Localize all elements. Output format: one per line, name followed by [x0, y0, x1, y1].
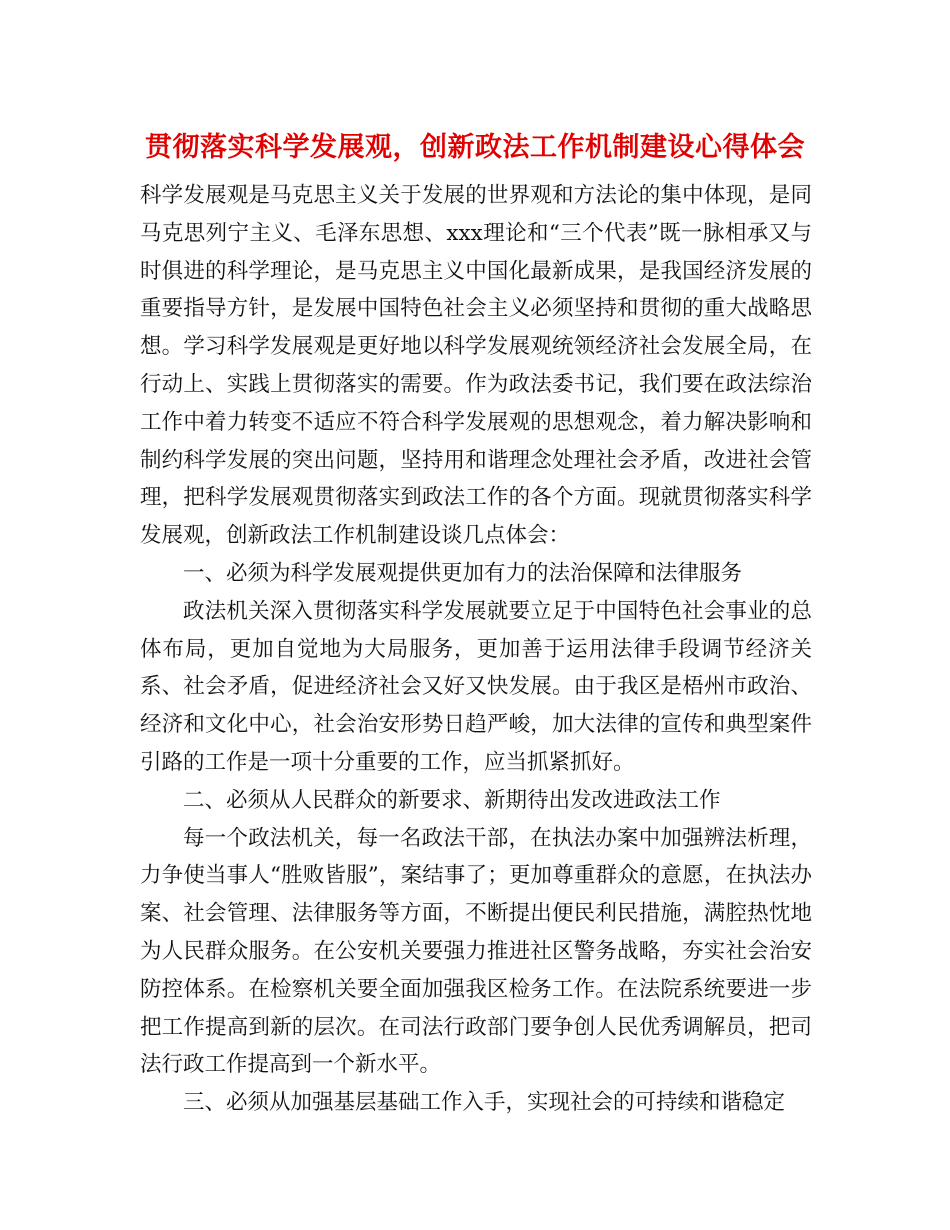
section-heading-1: 一、必须为科学发展观提供更加有力的法治保障和法律服务 [183, 560, 743, 586]
paragraph-section-1: 政法机关深入贯彻落实科学发展就要立足于中国特色社会事业的总体布局，更加自觉地为大局服务，更加善于运用法律手段调节经济关系、社会矛盾，促进经济社会又好又快发展。由于我区是梧州市政治、经济和文化中心，社会治安形势日趋严峻，加大法律的宣传和典型案件引路的工作是一项十分重要的工作，应当抓紧抓好。 [140, 598, 812, 775]
document-title: 贯彻落实科学发展观，创新政法工作机制建设心得体会 [145, 132, 805, 163]
paragraph-section-2: 每一个政法机关，每一名政法干部，在执法办案中加强辨法析理，力争使当事人“胜败皆服”，案结事了；更加尊重群众的意愿，在执法办案、社会管理、法律服务等方面，不断提出便民利民措施，满腔热忱地为人民群众服务。在公安机关要强力推进社区警务战略，夯实社会治安防控体系。在检察机关要全面加强我区检务工作。在法院系统要进一步把工作提高到新的层次。在司法行政部门要争创人民优秀调解员，把司法行政工作提高到一个新水平。 [140, 825, 812, 1078]
section-heading-2: 二、必须从人民群众的新要求、新期待出发改进政法工作 [183, 787, 721, 813]
paragraph-intro: 科学发展观是马克思主义关于发展的世界观和方法论的集中体现，是同马克思列宁主义、毛泽东思想、xxx理论和“三个代表”既一脉相承又与时俱进的科学理论，是马克思主义中国化最新成果，是我国经济发展的重要指导方针，是发展中国特色社会主义必须坚持和贯彻的重大战略思想。学习科学发展观是更好地以科学发展观统领经济社会发展全局，在行动上、实践上贯彻落实的需要。作为政法委书记，我们要在政法综治工作中着力转变不适应不符合科学发展观的思想观念，着力解决影响和制约科学发展的突出问题，坚持用和谐理念处理社会矛盾，改进社会管理，把科学发展观贯彻落实到政法工作的各个方面。现就贯彻落实科学发展观，创新政法工作机制建设谈几点体会： [140, 183, 812, 549]
section-heading-3: 三、必须从加强基层基础工作入手，实现社会的可持续和谐稳定 [183, 1090, 786, 1116]
document-body [140, 177, 812, 1122]
